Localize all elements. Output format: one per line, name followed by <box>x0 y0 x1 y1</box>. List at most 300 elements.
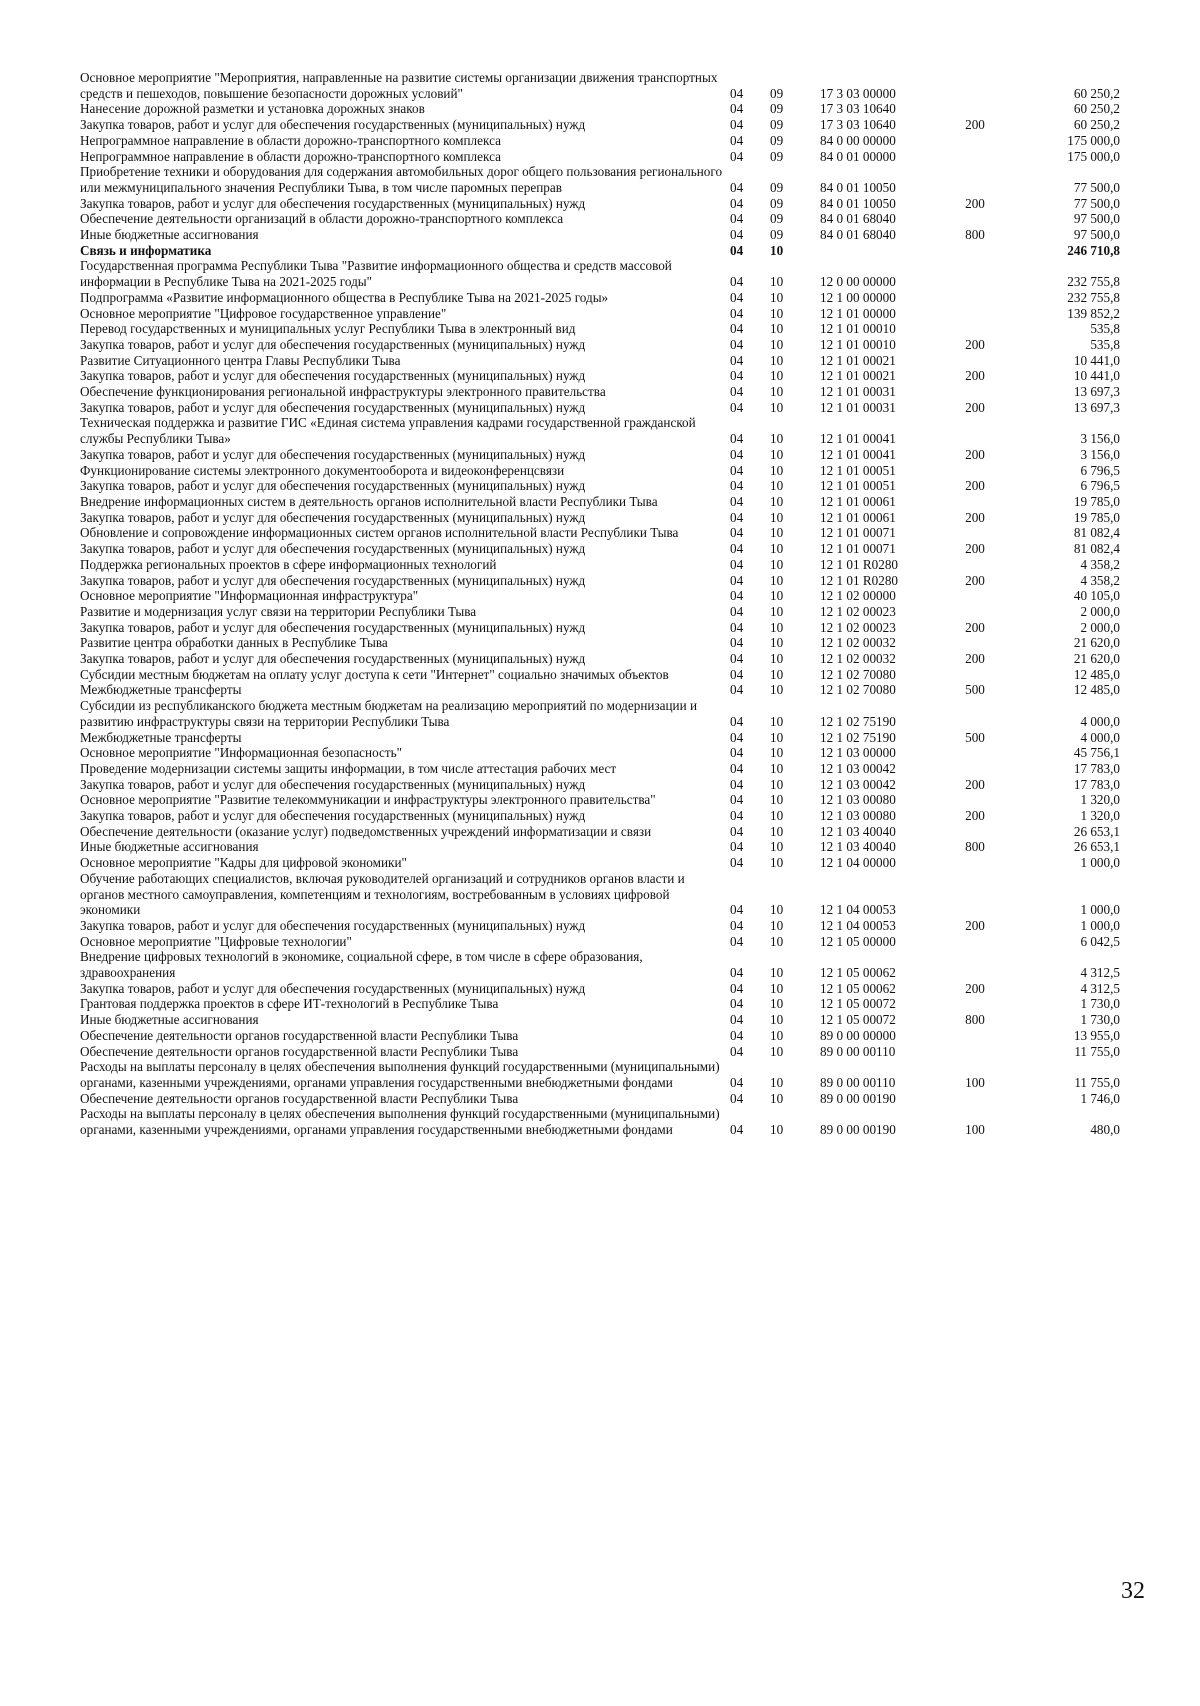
row-expense-type-code <box>940 1044 1010 1060</box>
row-target-article-code: 12 1 01 R0280 <box>820 572 899 588</box>
row-expense-type-code: 200 <box>965 651 985 667</box>
row-expense-type-code: 200 <box>965 336 985 352</box>
row-target-article-code: 12 1 01 00031 <box>820 399 896 415</box>
row-expense-type-code <box>940 463 1010 479</box>
row-subsection-code: 09 <box>770 101 784 117</box>
table-row <box>80 1044 1120 1060</box>
row-section-code: 04 <box>730 792 744 808</box>
row-expense-type-code <box>940 164 1010 195</box>
table-row <box>80 243 1120 259</box>
row-target-article-code: 17 3 03 00000 <box>820 85 896 101</box>
row-name: Подпрограмма «Развитие информационного общества в Республике Тыва на 2021-2025 годы» <box>80 289 609 305</box>
row-target-article-code: 84 0 01 68040 <box>820 211 896 227</box>
row-target-article-code: 12 0 00 00000 <box>820 274 896 290</box>
row-target-article-code: 12 1 04 00053 <box>820 917 896 933</box>
row-target-article-code: 12 1 01 00021 <box>820 352 896 368</box>
row-amount: 45 756,1 <box>1073 745 1120 761</box>
row-name: Закупка товаров, работ и услуг для обеспечения государственных (муниципальных) нужд <box>80 808 586 824</box>
row-target-article-code: 12 1 05 00062 <box>820 980 896 996</box>
row-subsection-code: 09 <box>770 227 784 243</box>
table-row <box>80 745 1120 761</box>
row-expense-type-code <box>940 1028 1010 1044</box>
row-amount: 1 320,0 <box>1080 792 1120 808</box>
row-name: Иные бюджетные ассигнования <box>80 1012 259 1028</box>
row-name: Закупка товаров, работ и услуг для обеспечения государственных (муниципальных) нужд <box>80 980 586 996</box>
row-expense-type-code <box>940 384 1010 400</box>
row-name: Иные бюджетные ассигнования <box>80 839 259 855</box>
row-amount: 26 653,1 <box>1073 839 1120 855</box>
row-subsection-code: 10 <box>770 682 784 698</box>
row-subsection-code: 10 <box>770 619 784 635</box>
table-row <box>80 588 1120 604</box>
row-expense-type-code: 200 <box>965 541 985 557</box>
row-target-article-code: 89 0 00 00110 <box>820 1043 896 1059</box>
row-expense-type-code: 200 <box>965 509 985 525</box>
row-amount: 10 441,0 <box>1073 368 1120 384</box>
row-name: Закупка товаров, работ и услуг для обеспечения государственных (муниципальных) нужд <box>80 509 586 525</box>
table-row <box>80 227 1120 243</box>
table-row <box>80 541 1120 557</box>
row-amount: 12 485,0 <box>1073 666 1120 682</box>
row-expense-type-code <box>940 133 1010 149</box>
table-row <box>80 792 1120 808</box>
row-section-code: 04 <box>730 823 744 839</box>
row-expense-type-code <box>940 604 1010 620</box>
row-subsection-code: 10 <box>770 384 784 400</box>
row-target-article-code: 12 1 02 00032 <box>820 635 896 651</box>
row-target-article-code: 89 0 00 00190 <box>820 1122 896 1138</box>
row-subsection-code: 10 <box>770 478 784 494</box>
row-section-code: 04 <box>730 651 744 667</box>
row-section-code: 04 <box>730 666 744 682</box>
row-amount: 3 156,0 <box>1080 431 1120 447</box>
row-amount: 1 730,0 <box>1080 1012 1120 1028</box>
row-expense-type-code <box>940 290 1010 306</box>
row-amount: 10 441,0 <box>1073 352 1120 368</box>
row-subsection-code: 10 <box>770 588 784 604</box>
row-name: Расходы на выплаты персоналу в целях обеспечения выполнения функций государственными (муниципальными) органами, казенными учреждениями, органами управления государственными внебюджетными фондами <box>80 1059 720 1090</box>
row-amount: 4 358,2 <box>1080 572 1120 588</box>
row-amount: 4 000,0 <box>1080 729 1120 745</box>
row-target-article-code: 12 1 05 00072 <box>820 996 896 1012</box>
row-section-code: 04 <box>730 117 744 133</box>
row-subsection-code: 10 <box>770 776 784 792</box>
row-subsection-code: 10 <box>770 917 784 933</box>
row-subsection-code: 10 <box>770 792 784 808</box>
row-amount: 232 755,8 <box>1067 289 1120 305</box>
row-name: Закупка товаров, работ и услуг для обеспечения государственных (муниципальных) нужд <box>80 195 586 211</box>
row-name: Основное мероприятие "Цифровые технологии" <box>80 933 352 949</box>
row-name: Обеспечение функционирования региональной инфраструктуры электронного правительства <box>80 384 606 400</box>
table-row <box>80 1091 1120 1107</box>
row-section-code: 04 <box>730 682 744 698</box>
row-name: Закупка товаров, работ и услуг для обеспечения государственных (муниципальных) нужд <box>80 651 586 667</box>
row-name: Грантовая поддержка проектов в сфере ИТ-технологий в Республике Тыва <box>80 996 499 1012</box>
row-amount: 6 042,5 <box>1080 933 1120 949</box>
row-subsection-code: 10 <box>770 305 784 321</box>
row-expense-type-code <box>940 588 1010 604</box>
table-row <box>80 730 1120 746</box>
row-subsection-code: 10 <box>770 902 784 918</box>
row-target-article-code: 12 1 04 00053 <box>820 902 896 918</box>
row-target-article-code: 12 1 02 75190 <box>820 729 896 745</box>
row-subsection-code: 10 <box>770 808 784 824</box>
row-name: Субсидии местным бюджетам на оплату услуг доступа к сети "Интернет" социально значимых объектов <box>80 666 669 682</box>
table-row <box>80 1028 1120 1044</box>
table-row <box>80 164 1120 195</box>
row-subsection-code: 10 <box>770 1012 784 1028</box>
row-name: Закупка товаров, работ и услуг для обеспечения государственных (муниципальных) нужд <box>80 446 586 462</box>
row-amount: 97 500,0 <box>1073 211 1120 227</box>
row-subsection-code: 10 <box>770 1122 784 1138</box>
table-row <box>80 101 1120 117</box>
row-expense-type-code <box>940 211 1010 227</box>
row-subsection-code: 10 <box>770 1090 784 1106</box>
row-expense-type-code: 800 <box>965 227 985 243</box>
row-target-article-code: 12 1 01 00061 <box>820 509 896 525</box>
row-expense-type-code: 100 <box>965 1075 985 1090</box>
row-section-code: 04 <box>730 195 744 211</box>
row-subsection-code: 10 <box>770 462 784 478</box>
table-row <box>80 290 1120 306</box>
row-section-code: 04 <box>730 1012 744 1028</box>
row-section-code: 04 <box>730 227 744 243</box>
row-section-code: 04 <box>730 289 744 305</box>
row-section-code: 04 <box>730 776 744 792</box>
row-subsection-code: 10 <box>770 541 784 557</box>
row-amount: 3 156,0 <box>1080 446 1120 462</box>
row-amount: 81 082,4 <box>1073 541 1120 557</box>
row-subsection-code: 10 <box>770 760 784 776</box>
row-target-article-code: 12 1 01 00041 <box>820 446 896 462</box>
row-section-code: 04 <box>730 1122 744 1138</box>
row-section-code: 04 <box>730 446 744 462</box>
row-name: Нанесение дорожной разметки и установка дорожных знаков <box>80 101 425 117</box>
row-section-code: 04 <box>730 855 744 871</box>
row-subsection-code: 10 <box>770 651 784 667</box>
row-subsection-code: 10 <box>770 321 784 337</box>
row-subsection-code: 10 <box>770 493 784 509</box>
row-section-code: 04 <box>730 996 744 1012</box>
row-expense-type-code <box>940 494 1010 510</box>
table-row <box>80 871 1120 918</box>
table-row <box>80 824 1120 840</box>
row-amount: 1 000,0 <box>1080 902 1120 918</box>
row-subsection-code: 10 <box>770 509 784 525</box>
row-amount: 2 000,0 <box>1080 619 1120 635</box>
table-row <box>80 337 1120 353</box>
row-name: Развитие и модернизация услуг связи на территории Республики Тыва <box>80 603 477 619</box>
table-row <box>80 557 1120 573</box>
row-section-code: 04 <box>730 980 744 996</box>
row-section-code: 04 <box>730 572 744 588</box>
row-expense-type-code: 200 <box>965 446 985 462</box>
row-amount: 11 755,0 <box>1074 1043 1120 1059</box>
row-amount: 60 250,2 <box>1073 101 1120 117</box>
row-amount: 11 755,0 <box>1074 1075 1120 1090</box>
table-row <box>80 1106 1120 1137</box>
row-target-article-code: 12 1 02 70080 <box>820 666 896 682</box>
row-section-code: 04 <box>730 384 744 400</box>
row-target-article-code: 12 1 05 00062 <box>820 965 896 981</box>
row-expense-type-code: 200 <box>965 195 985 211</box>
row-name: Закупка товаров, работ и услуг для обеспечения государственных (муниципальных) нужд <box>80 917 586 933</box>
row-section-code: 04 <box>730 431 744 447</box>
row-target-article-code: 12 1 02 00023 <box>820 603 896 619</box>
row-subsection-code: 10 <box>770 980 784 996</box>
row-name: Основное мероприятие "Информационная безопасность" <box>80 745 403 761</box>
table-row <box>80 604 1120 620</box>
row-target-article-code: 12 1 00 00000 <box>820 289 896 305</box>
table-row <box>80 463 1120 479</box>
row-name: Непрограммное направление в области дорожно-транспортного комплекса <box>80 132 501 148</box>
table-row <box>80 949 1120 980</box>
row-subsection-code: 10 <box>770 1043 784 1059</box>
row-amount: 21 620,0 <box>1073 651 1120 667</box>
row-subsection-code: 10 <box>770 1027 784 1043</box>
row-subsection-code: 10 <box>770 965 784 981</box>
row-section-code: 04 <box>730 509 744 525</box>
row-section-code: 04 <box>730 619 744 635</box>
table-row <box>80 306 1120 322</box>
row-amount: 40 105,0 <box>1073 588 1120 604</box>
row-name: Основное мероприятие "Развитие телекоммуникации и инфраструктуры электронного правительства" <box>80 792 656 808</box>
row-name: Межбюджетные трансферты <box>80 729 242 745</box>
row-section-code: 04 <box>730 902 744 918</box>
row-amount: 4 312,5 <box>1080 980 1120 996</box>
row-name: Обеспечение деятельности органов государственной власти Республики Тыва <box>80 1090 519 1106</box>
row-target-article-code: 12 1 05 00072 <box>820 1012 896 1028</box>
row-section-code: 04 <box>730 1090 744 1106</box>
row-name: Обучение работающих специалистов, включая руководителей организаций и сотрудников органов власти и органов местного самоуправления, компетенциям и технологиям, востребованным в условиях цифровой экономики <box>80 870 685 918</box>
row-amount: 17 783,0 <box>1073 760 1120 776</box>
table-row <box>80 761 1120 777</box>
row-target-article-code: 89 0 00 00110 <box>820 1075 896 1090</box>
row-expense-type-code <box>940 353 1010 369</box>
row-target-article-code: 12 1 02 70080 <box>820 682 896 698</box>
row-name: Закупка товаров, работ и услуг для обеспечения государственных (муниципальных) нужд <box>80 336 586 352</box>
table-row <box>80 400 1120 416</box>
table-row <box>80 494 1120 510</box>
row-name: Обеспечение деятельности (оказание услуг) подведомственных учреждений информатизации и связи <box>80 823 652 839</box>
row-section-code: 04 <box>730 556 744 572</box>
table-row <box>80 1059 1120 1090</box>
row-amount: 60 250,2 <box>1073 117 1120 133</box>
row-section-code: 04 <box>730 713 744 729</box>
row-expense-type-code: 200 <box>965 917 985 933</box>
row-target-article-code: 12 1 02 00032 <box>820 651 896 667</box>
row-expense-type-code: 200 <box>965 776 985 792</box>
row-section-code: 04 <box>730 493 744 509</box>
row-section-code: 04 <box>730 179 744 195</box>
row-name: Закупка товаров, работ и услуг для обеспечения государственных (муниципальных) нужд <box>80 368 586 384</box>
row-amount: 1 746,0 <box>1080 1090 1120 1106</box>
row-expense-type-code <box>940 934 1010 950</box>
row-name: Закупка товаров, работ и услуг для обеспечения государственных (муниципальных) нужд <box>80 117 586 133</box>
row-amount: 4 000,0 <box>1080 713 1120 729</box>
row-target-article-code: 17 3 03 10640 <box>820 101 896 117</box>
row-expense-type-code <box>940 792 1010 808</box>
row-target-article-code: 12 1 03 00080 <box>820 808 896 824</box>
row-section-code: 04 <box>730 399 744 415</box>
row-name: Поддержка региональных проектов в сфере информационных технологий <box>80 556 497 572</box>
table-row <box>80 1012 1120 1028</box>
row-name: Обеспечение деятельности органов государственной власти Республики Тыва <box>80 1043 519 1059</box>
row-target-article-code: 84 0 01 10050 <box>820 195 896 211</box>
row-expense-type-code: 200 <box>965 478 985 494</box>
row-name: Развитие центра обработки данных в Республике Тыва <box>80 635 388 651</box>
row-subsection-code: 10 <box>770 855 784 871</box>
row-subsection-code: 10 <box>770 713 784 729</box>
row-name: Развитие Ситуационного центра Главы Республики Тыва <box>80 352 401 368</box>
row-target-article-code: 12 1 02 75190 <box>820 713 896 729</box>
row-amount: 1 000,0 <box>1080 855 1120 871</box>
row-section-code: 04 <box>730 1075 744 1090</box>
row-amount: 26 653,1 <box>1073 823 1120 839</box>
row-subsection-code: 10 <box>770 556 784 572</box>
row-target-article-code: 84 0 01 68040 <box>820 227 896 243</box>
row-name: Расходы на выплаты персоналу в целях обеспечения выполнения функций государственными (муниципальными) органами, казенными учреждениями, органами управления государственными внебюджетными фондами <box>80 1106 720 1138</box>
table-row <box>80 635 1120 651</box>
row-expense-type-code <box>940 761 1010 777</box>
row-amount: 2 000,0 <box>1080 603 1120 619</box>
row-subsection-code: 09 <box>770 195 784 211</box>
row-target-article-code: 12 1 02 00023 <box>820 619 896 635</box>
row-expense-type-code: 800 <box>965 1012 985 1028</box>
row-target-article-code: 89 0 00 00000 <box>820 1027 896 1043</box>
row-target-article-code: 12 1 01 00051 <box>820 462 896 478</box>
row-amount: 13 955,0 <box>1073 1027 1120 1043</box>
row-amount: 77 500,0 <box>1073 195 1120 211</box>
row-name: Основное мероприятие "Цифровое государственное управление" <box>80 305 447 321</box>
row-name: Обеспечение деятельности организаций в области дорожно-транспортного комплекса <box>80 211 564 227</box>
row-expense-type-code: 100 <box>965 1122 985 1138</box>
table-row <box>80 258 1120 289</box>
row-amount: 1 730,0 <box>1080 996 1120 1012</box>
row-expense-type-code <box>940 557 1010 573</box>
row-target-article-code: 12 1 01 00000 <box>820 305 896 321</box>
row-amount: 21 620,0 <box>1073 635 1120 651</box>
row-name: Приобретение техники и оборудования для содержания автомобильных дорог общего пользования регионального или межмуниципального значения Республики Тыва, в том числе паромных переправ <box>80 164 723 195</box>
row-expense-type-code: 200 <box>965 368 985 384</box>
row-subsection-code: 10 <box>770 572 784 588</box>
row-name: Техническая поддержка и развитие ГИС «Единая система управления кадрами государственной гражданской службы Республики Тыва» <box>80 415 696 447</box>
row-amount: 12 485,0 <box>1073 682 1120 698</box>
row-target-article-code: 12 1 01 00071 <box>820 525 896 541</box>
row-target-article-code: 84 0 00 00000 <box>820 132 896 148</box>
table-row <box>80 149 1120 165</box>
row-subsection-code: 10 <box>770 399 784 415</box>
row-target-article-code: 17 3 03 10640 <box>820 117 896 133</box>
row-expense-type-code <box>940 698 1010 729</box>
row-expense-type-code <box>940 949 1010 980</box>
table-row <box>80 211 1120 227</box>
row-name: Непрограммное направление в области дорожно-транспортного комплекса <box>80 148 501 164</box>
row-amount: 175 000,0 <box>1067 132 1120 148</box>
table-row <box>80 777 1120 793</box>
table-row <box>80 839 1120 855</box>
row-section-code: 04 <box>730 321 744 337</box>
row-name: Закупка товаров, работ и услуг для обеспечения государственных (муниципальных) нужд <box>80 619 586 635</box>
row-target-article-code: 12 1 03 00080 <box>820 792 896 808</box>
page-number: 32 <box>1121 1578 1145 1604</box>
row-expense-type-code <box>940 258 1010 289</box>
row-target-article-code: 12 1 05 00000 <box>820 933 896 949</box>
row-target-article-code: 84 0 01 00000 <box>820 148 896 164</box>
row-subsection-code: 10 <box>770 996 784 1012</box>
row-section-code: 04 <box>730 808 744 824</box>
row-expense-type-code <box>940 321 1010 337</box>
row-subsection-code: 09 <box>770 179 784 195</box>
row-name: Основное мероприятие "Мероприятия, направленные на развитие системы организации движения транспортных средств и пешеходов, повышение безопасности дорожных условий" <box>80 70 718 101</box>
row-amount: 4 312,5 <box>1080 965 1120 981</box>
row-target-article-code: 84 0 01 10050 <box>820 179 896 195</box>
row-subsection-code: 10 <box>770 352 784 368</box>
row-subsection-code: 10 <box>770 666 784 682</box>
row-amount: 1 000,0 <box>1080 917 1120 933</box>
row-target-article-code: 12 1 01 00021 <box>820 368 896 384</box>
row-section-code: 04 <box>730 478 744 494</box>
row-section-code: 04 <box>730 635 744 651</box>
row-subsection-code: 10 <box>770 745 784 761</box>
row-expense-type-code: 200 <box>965 572 985 588</box>
row-name: Внедрение цифровых технологий в экономике, социальной сфере, в том числе в сфере образования, здравоохранения <box>80 949 643 981</box>
budget-table <box>80 70 1120 1138</box>
row-name: Закупка товаров, работ и услуг для обеспечения государственных (муниципальных) нужд <box>80 478 586 494</box>
row-section-code: 04 <box>730 101 744 117</box>
row-section-code: 04 <box>730 760 744 776</box>
table-row <box>80 996 1120 1012</box>
row-target-article-code: 12 1 01 00061 <box>820 493 896 509</box>
row-expense-type-code <box>940 871 1010 918</box>
table-row <box>80 478 1120 494</box>
row-expense-type-code <box>940 745 1010 761</box>
row-name: Субсидии из республиканского бюджета местным бюджетам на реализацию мероприятий по модернизации и развитию инфраструктуры связи на территории Республики Тыва <box>80 698 698 729</box>
row-target-article-code: 12 1 01 00010 <box>820 321 896 337</box>
table-row <box>80 353 1120 369</box>
row-target-article-code: 12 1 01 00031 <box>820 384 896 400</box>
row-subsection-code: 10 <box>770 446 784 462</box>
row-subsection-code: 10 <box>770 839 784 855</box>
row-name: Обеспечение деятельности органов государственной власти Республики Тыва <box>80 1027 519 1043</box>
row-amount: 6 796,5 <box>1080 462 1120 478</box>
row-target-article-code: 12 1 01 00071 <box>820 541 896 557</box>
table-row <box>80 682 1120 698</box>
row-amount: 17 783,0 <box>1073 776 1120 792</box>
row-section-code: 04 <box>730 274 744 290</box>
table-row <box>80 321 1120 337</box>
row-name: Закупка товаров, работ и услуг для обеспечения государственных (муниципальных) нужд <box>80 776 586 792</box>
row-section-code: 04 <box>730 352 744 368</box>
row-subsection-code: 10 <box>770 635 784 651</box>
row-section-code: 04 <box>730 525 744 541</box>
row-section-code: 04 <box>730 336 744 352</box>
row-amount: 81 082,4 <box>1073 525 1120 541</box>
row-target-article-code: 12 1 01 00010 <box>820 336 896 352</box>
table-row <box>80 525 1120 541</box>
row-subsection-code: 10 <box>770 525 784 541</box>
table-row <box>80 620 1120 636</box>
row-target-article-code: 89 0 00 00190 <box>820 1090 896 1106</box>
budget-table-body <box>80 70 1120 1138</box>
row-expense-type-code <box>940 996 1010 1012</box>
row-name: Государственная программа Республики Тыва "Развитие информационного общества и средств массовой информации в Республике Тыва на 2021-2025 годы" <box>80 258 672 290</box>
row-amount: 13 697,3 <box>1073 399 1120 415</box>
row-section-code: 04 <box>730 588 744 604</box>
row-section-code: 04 <box>730 85 744 101</box>
row-amount: 175 000,0 <box>1067 148 1120 164</box>
row-name: Проведение модернизации системы защиты информации, в том числе аттестация рабочих мест <box>80 760 617 776</box>
